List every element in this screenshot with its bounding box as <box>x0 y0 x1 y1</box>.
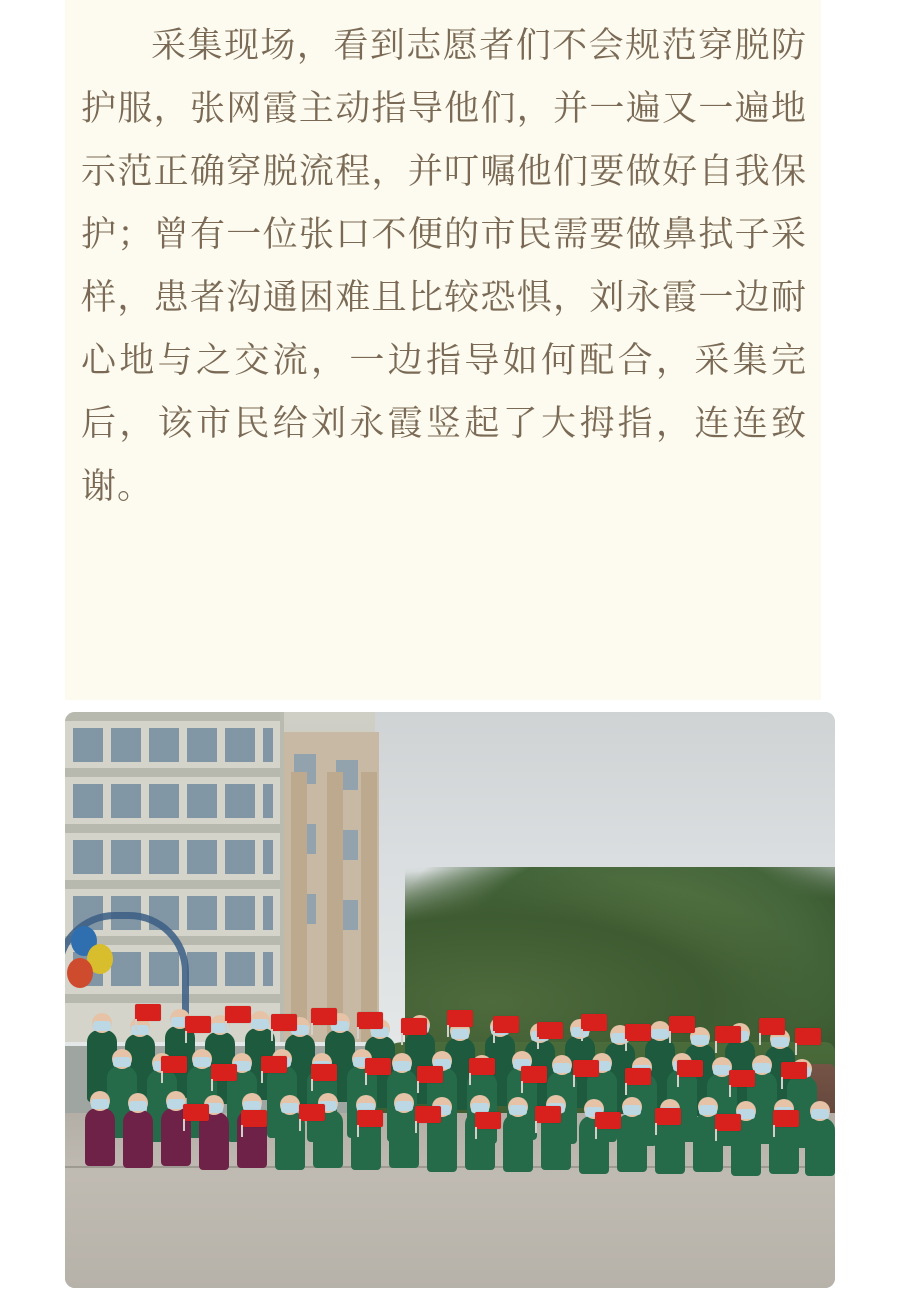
chinese-flag <box>759 1018 785 1035</box>
building-pillar <box>291 772 307 1042</box>
chinese-flag <box>625 1024 651 1041</box>
chinese-flag <box>729 1070 755 1087</box>
staff-crowd <box>65 1012 835 1192</box>
chinese-flag <box>625 1068 651 1085</box>
chinese-flag <box>715 1114 741 1131</box>
facade-band <box>65 768 280 777</box>
person <box>85 1108 115 1166</box>
chinese-flag <box>261 1056 287 1073</box>
chinese-flag <box>475 1112 501 1129</box>
chinese-flag <box>357 1012 383 1029</box>
chinese-flag <box>415 1106 441 1123</box>
chinese-flag <box>311 1064 337 1081</box>
chinese-flag <box>581 1014 607 1031</box>
balloon-decoration <box>67 958 93 988</box>
chinese-flag <box>417 1066 443 1083</box>
chinese-flag <box>795 1028 821 1045</box>
facade-band <box>65 880 280 889</box>
chinese-flag <box>311 1008 337 1025</box>
chinese-flag <box>357 1110 383 1127</box>
chinese-flag <box>715 1026 741 1043</box>
chinese-flag <box>493 1016 519 1033</box>
chinese-flag <box>161 1056 187 1073</box>
photo-canvas <box>65 712 835 1288</box>
chinese-flag <box>677 1060 703 1077</box>
person <box>805 1118 835 1176</box>
chinese-flag <box>535 1106 561 1123</box>
article-paragraph: 采集现场，看到志愿者们不会规范穿脱防护服，张网霞主动指导他们，并一遍又一遍地示范正确穿脱流程，并叮嘱他们要做好自我保护；曾有一位张口不便的市民需要做鼻拭子采样，患者沟通困难且比较恐惧，刘永霞一边耐心地与之交流，一边指导如何配合，采集完后，该市民给刘永霞竖起了大拇指，连连致谢。 <box>81 26 807 506</box>
building-pillar <box>327 772 343 1042</box>
chinese-flag <box>781 1062 807 1079</box>
chinese-flag <box>469 1058 495 1075</box>
chinese-flag <box>655 1108 681 1125</box>
chinese-flag <box>211 1064 237 1081</box>
window-row <box>73 728 273 762</box>
facade-band <box>65 712 280 721</box>
chinese-flag <box>401 1018 427 1035</box>
window-row <box>73 840 273 874</box>
chinese-flag <box>241 1110 267 1127</box>
person <box>503 1114 533 1172</box>
article-text-block <box>65 0 821 700</box>
person <box>123 1110 153 1168</box>
chinese-flag <box>365 1058 391 1075</box>
chinese-flag <box>271 1014 297 1031</box>
chinese-flag <box>135 1004 161 1021</box>
chinese-flag <box>225 1006 251 1023</box>
chinese-flag <box>669 1016 695 1033</box>
building-pillar <box>361 772 377 1042</box>
chinese-flag <box>447 1010 473 1027</box>
window-row <box>73 784 273 818</box>
chinese-flag <box>573 1060 599 1077</box>
chinese-flag <box>185 1016 211 1033</box>
chinese-flag <box>595 1112 621 1129</box>
chinese-flag <box>299 1104 325 1121</box>
chinese-flag <box>773 1110 799 1127</box>
chinese-flag <box>521 1066 547 1083</box>
person <box>617 1114 647 1172</box>
group-photo <box>65 712 835 1288</box>
chinese-flag <box>537 1022 563 1039</box>
facade-band <box>65 824 280 833</box>
chinese-flag <box>183 1104 209 1121</box>
